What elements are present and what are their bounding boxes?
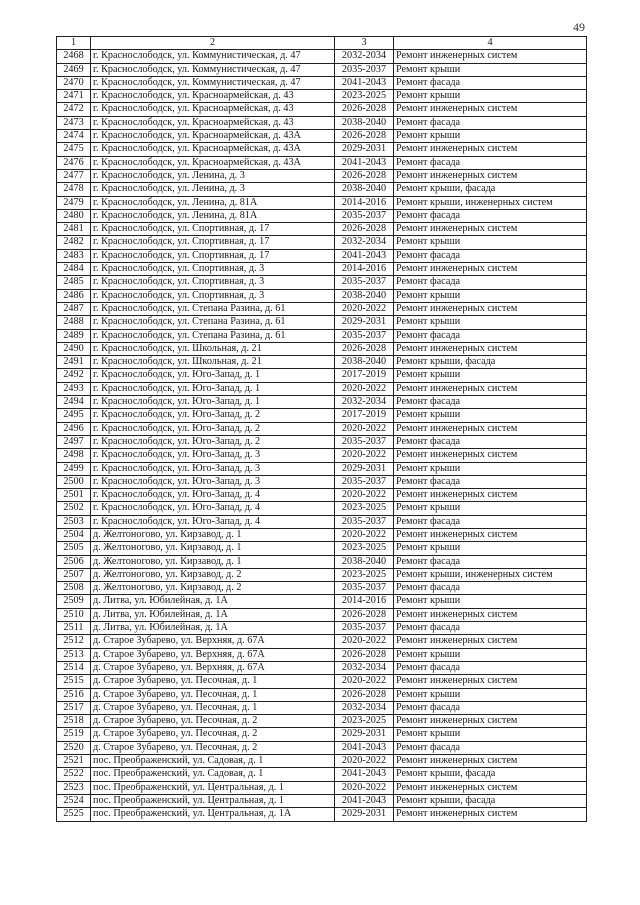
table-row — [57, 76, 587, 89]
row-number-cell: 2499 — [57, 462, 91, 475]
table-row — [57, 701, 587, 714]
period-cell: 2038-2040 — [335, 116, 394, 129]
address-cell: г. Краснослободск, ул. Спортивная, д. 3 — [91, 276, 335, 289]
period-cell: 2032-2034 — [335, 701, 394, 714]
period-cell: 2026-2028 — [335, 103, 394, 116]
row-number-cell: 2524 — [57, 794, 91, 807]
period-cell: 2020-2022 — [335, 675, 394, 688]
row-number-cell: 2475 — [57, 143, 91, 156]
period-cell: 2035-2037 — [335, 435, 394, 448]
table-row — [57, 794, 587, 807]
period-cell: 2035-2037 — [335, 276, 394, 289]
row-number-cell: 2470 — [57, 76, 91, 89]
table-row — [57, 648, 587, 661]
row-number-cell: 2474 — [57, 130, 91, 143]
address-cell: г. Краснослободск, ул. Спортивная, д. 3 — [91, 289, 335, 302]
address-cell: г. Краснослободск, ул. Юго-Запад, д. 2 — [91, 422, 335, 435]
address-cell: г. Краснослободск, ул. Красноармейская, д. 43 — [91, 116, 335, 129]
row-number-cell: 2481 — [57, 223, 91, 236]
work-type-cell: Ремонт фасада — [394, 661, 587, 674]
row-number-cell: 2468 — [57, 50, 91, 63]
address-cell: г. Краснослободск, ул. Школьная, д. 21 — [91, 356, 335, 369]
period-cell: 2020-2022 — [335, 781, 394, 794]
period-cell: 2032-2034 — [335, 236, 394, 249]
table-row — [57, 661, 587, 674]
address-cell: д. Желтоногово, ул. Кирзавод, д. 1 — [91, 555, 335, 568]
address-cell: г. Краснослободск, ул. Юго-Запад, д. 3 — [91, 462, 335, 475]
work-type-cell: Ремонт фасада — [394, 116, 587, 129]
period-cell: 2020-2022 — [335, 422, 394, 435]
row-number-cell: 2488 — [57, 316, 91, 329]
table-row — [57, 462, 587, 475]
period-cell: 2041-2043 — [335, 741, 394, 754]
work-type-cell: Ремонт фасада — [394, 249, 587, 262]
address-cell: д. Желтоногово, ул. Кирзавод, д. 2 — [91, 582, 335, 595]
page-number: 49 — [573, 20, 585, 34]
row-number-cell: 2473 — [57, 116, 91, 129]
work-type-cell: Ремонт крыши — [394, 130, 587, 143]
work-type-cell: Ремонт инженерных систем — [394, 302, 587, 315]
work-type-cell: Ремонт фасада — [394, 276, 587, 289]
row-number-cell: 2510 — [57, 608, 91, 621]
table-row — [57, 116, 587, 129]
address-cell: г. Краснослободск, ул. Степана Разина, д. 61 — [91, 316, 335, 329]
address-cell: д. Старое Зубарево, ул. Песочная, д. 1 — [91, 688, 335, 701]
period-cell: 2038-2040 — [335, 555, 394, 568]
row-number-cell: 2520 — [57, 741, 91, 754]
address-cell: д. Старое Зубарево, ул. Песочная, д. 2 — [91, 741, 335, 754]
table-row — [57, 781, 587, 794]
work-type-cell: Ремонт крыши — [394, 90, 587, 103]
period-cell: 2032-2034 — [335, 396, 394, 409]
work-type-cell: Ремонт фасада — [394, 76, 587, 89]
address-cell: г. Краснослободск, ул. Юго-Запад, д. 3 — [91, 449, 335, 462]
period-cell: 2020-2022 — [335, 635, 394, 648]
table-row — [57, 396, 587, 409]
period-cell: 2041-2043 — [335, 76, 394, 89]
work-type-cell: Ремонт крыши — [394, 595, 587, 608]
row-number-cell: 2509 — [57, 595, 91, 608]
period-cell: 2038-2040 — [335, 289, 394, 302]
row-number-cell: 2493 — [57, 382, 91, 395]
period-cell: 2014-2016 — [335, 263, 394, 276]
row-number-cell: 2507 — [57, 568, 91, 581]
table-row — [57, 103, 587, 116]
period-cell: 2026-2028 — [335, 169, 394, 182]
table-row — [57, 688, 587, 701]
work-type-cell: Ремонт фасада — [394, 396, 587, 409]
period-cell: 2023-2025 — [335, 568, 394, 581]
work-type-cell: Ремонт фасада — [394, 701, 587, 714]
address-cell: г. Краснослободск, ул. Спортивная, д. 17 — [91, 223, 335, 236]
period-cell: 2035-2037 — [335, 582, 394, 595]
table-row — [57, 715, 587, 728]
address-cell: г. Краснослободск, ул. Спортивная, д. 17 — [91, 236, 335, 249]
table-row — [57, 422, 587, 435]
address-cell: пос. Преображенский, ул. Садовая, д. 1 — [91, 768, 335, 781]
period-cell: 2035-2037 — [335, 622, 394, 635]
period-cell: 2014-2016 — [335, 196, 394, 209]
work-type-cell: Ремонт крыши, фасада — [394, 794, 587, 807]
period-cell: 2023-2025 — [335, 90, 394, 103]
row-number-cell: 2486 — [57, 289, 91, 302]
work-type-cell: Ремонт инженерных систем — [394, 449, 587, 462]
address-cell: д. Старое Зубарево, ул. Песочная, д. 2 — [91, 728, 335, 741]
row-number-cell: 2522 — [57, 768, 91, 781]
work-type-cell: Ремонт инженерных систем — [394, 635, 587, 648]
address-cell: г. Краснослободск, ул. Юго-Запад, д. 3 — [91, 475, 335, 488]
row-number-cell: 2491 — [57, 356, 91, 369]
row-number-cell: 2502 — [57, 502, 91, 515]
address-cell: г. Краснослободск, ул. Юго-Запад, д. 1 — [91, 369, 335, 382]
work-type-cell: Ремонт инженерных систем — [394, 223, 587, 236]
row-number-cell: 2518 — [57, 715, 91, 728]
work-type-cell: Ремонт инженерных систем — [394, 169, 587, 182]
row-number-cell: 2494 — [57, 396, 91, 409]
address-cell: г. Краснослободск, ул. Юго-Запад, д. 4 — [91, 502, 335, 515]
period-cell: 2020-2022 — [335, 302, 394, 315]
address-cell: д. Старое Зубарево, ул. Песочная, д. 2 — [91, 715, 335, 728]
table-row — [57, 502, 587, 515]
table-row — [57, 449, 587, 462]
row-number-cell: 2496 — [57, 422, 91, 435]
table-row — [57, 728, 587, 741]
row-number-cell: 2505 — [57, 542, 91, 555]
work-type-cell: Ремонт фасада — [394, 515, 587, 528]
address-cell: г. Краснослободск, ул. Красноармейская, д. 43А — [91, 143, 335, 156]
table-row — [57, 515, 587, 528]
table-row — [57, 263, 587, 276]
work-type-cell: Ремонт фасада — [394, 741, 587, 754]
column-header-3: 3 — [335, 37, 394, 50]
period-cell: 2038-2040 — [335, 183, 394, 196]
table-row — [57, 741, 587, 754]
work-type-cell: Ремонт инженерных систем — [394, 808, 587, 821]
period-cell: 2020-2022 — [335, 382, 394, 395]
row-number-cell: 2514 — [57, 661, 91, 674]
row-number-cell: 2478 — [57, 183, 91, 196]
address-cell: д. Желтоногово, ул. Кирзавод, д. 1 — [91, 528, 335, 541]
period-cell: 2035-2037 — [335, 209, 394, 222]
table-row — [57, 608, 587, 621]
period-cell: 2014-2016 — [335, 595, 394, 608]
table-row — [57, 143, 587, 156]
repair-schedule-table — [56, 36, 587, 822]
row-number-cell: 2500 — [57, 475, 91, 488]
row-number-cell: 2519 — [57, 728, 91, 741]
address-cell: г. Краснослободск, ул. Спортивная, д. 3 — [91, 263, 335, 276]
table-row — [57, 276, 587, 289]
address-cell: г. Краснослободск, ул. Коммунистическая, д. 47 — [91, 76, 335, 89]
address-cell: пос. Преображенский, ул. Садовая, д. 1 — [91, 755, 335, 768]
table-row — [57, 755, 587, 768]
period-cell: 2017-2019 — [335, 369, 394, 382]
column-header-4: 4 — [394, 37, 587, 50]
work-type-cell: Ремонт инженерных систем — [394, 489, 587, 502]
row-number-cell: 2512 — [57, 635, 91, 648]
work-type-cell: Ремонт фасада — [394, 475, 587, 488]
address-cell: г. Краснослободск, ул. Ленина, д. 81А — [91, 209, 335, 222]
address-cell: г. Краснослободск, ул. Школьная, д. 21 — [91, 342, 335, 355]
table-row — [57, 489, 587, 502]
row-number-cell: 2517 — [57, 701, 91, 714]
table-row — [57, 249, 587, 262]
work-type-cell: Ремонт крыши — [394, 316, 587, 329]
work-type-cell: Ремонт фасада — [394, 582, 587, 595]
work-type-cell: Ремонт инженерных систем — [394, 263, 587, 276]
work-type-cell: Ремонт инженерных систем — [394, 715, 587, 728]
table-row — [57, 675, 587, 688]
period-cell: 2020-2022 — [335, 528, 394, 541]
address-cell: г. Краснослободск, ул. Степана Разина, д. 61 — [91, 329, 335, 342]
row-number-cell: 2525 — [57, 808, 91, 821]
address-cell: г. Краснослободск, ул. Спортивная, д. 17 — [91, 249, 335, 262]
row-number-cell: 2469 — [57, 63, 91, 76]
row-number-cell: 2497 — [57, 435, 91, 448]
row-number-cell: 2498 — [57, 449, 91, 462]
table-row — [57, 369, 587, 382]
table-row — [57, 768, 587, 781]
address-cell: г. Краснослободск, ул. Юго-Запад, д. 2 — [91, 409, 335, 422]
column-header-1: 1 — [57, 37, 91, 50]
period-cell: 2023-2025 — [335, 502, 394, 515]
address-cell: д. Литва, ул. Юбилейная, д. 1А — [91, 608, 335, 621]
work-type-cell: Ремонт крыши — [394, 409, 587, 422]
row-number-cell: 2495 — [57, 409, 91, 422]
row-number-cell: 2492 — [57, 369, 91, 382]
table-row — [57, 582, 587, 595]
work-type-cell: Ремонт крыши, фасада — [394, 768, 587, 781]
work-type-cell: Ремонт фасада — [394, 435, 587, 448]
table-row — [57, 435, 587, 448]
row-number-cell: 2504 — [57, 528, 91, 541]
period-cell: 2017-2019 — [335, 409, 394, 422]
row-number-cell: 2484 — [57, 263, 91, 276]
row-number-cell: 2516 — [57, 688, 91, 701]
work-type-cell: Ремонт фасада — [394, 209, 587, 222]
address-cell: д. Старое Зубарево, ул. Песочная, д. 1 — [91, 675, 335, 688]
period-cell: 2038-2040 — [335, 356, 394, 369]
table-row — [57, 183, 587, 196]
address-cell: г. Краснослободск, ул. Степана Разина, д. 61 — [91, 302, 335, 315]
address-cell: д. Желтоногово, ул. Кирзавод, д. 1 — [91, 542, 335, 555]
table-row — [57, 635, 587, 648]
work-type-cell: Ремонт инженерных систем — [394, 422, 587, 435]
period-cell: 2029-2031 — [335, 143, 394, 156]
period-cell: 2035-2037 — [335, 63, 394, 76]
row-number-cell: 2513 — [57, 648, 91, 661]
address-cell: г. Краснослободск, ул. Юго-Запад, д. 1 — [91, 382, 335, 395]
address-cell: г. Краснослободск, ул. Красноармейская, д. 43 — [91, 90, 335, 103]
table-row — [57, 289, 587, 302]
row-number-cell: 2482 — [57, 236, 91, 249]
row-number-cell: 2503 — [57, 515, 91, 528]
period-cell: 2035-2037 — [335, 475, 394, 488]
work-type-cell: Ремонт инженерных систем — [394, 528, 587, 541]
period-cell: 2041-2043 — [335, 156, 394, 169]
row-number-cell: 2501 — [57, 489, 91, 502]
period-cell: 2032-2034 — [335, 50, 394, 63]
period-cell: 2023-2025 — [335, 715, 394, 728]
work-type-cell: Ремонт инженерных систем — [394, 675, 587, 688]
address-cell: г. Краснослободск, ул. Юго-Запад, д. 1 — [91, 396, 335, 409]
work-type-cell: Ремонт крыши — [394, 369, 587, 382]
work-type-cell: Ремонт инженерных систем — [394, 50, 587, 63]
table-row — [57, 475, 587, 488]
period-cell: 2026-2028 — [335, 688, 394, 701]
row-number-cell: 2506 — [57, 555, 91, 568]
work-type-cell: Ремонт инженерных систем — [394, 143, 587, 156]
period-cell: 2041-2043 — [335, 249, 394, 262]
table-row — [57, 209, 587, 222]
table-row — [57, 90, 587, 103]
table-row — [57, 542, 587, 555]
work-type-cell: Ремонт инженерных систем — [394, 382, 587, 395]
work-type-cell: Ремонт инженерных систем — [394, 755, 587, 768]
table-row — [57, 595, 587, 608]
work-type-cell: Ремонт крыши — [394, 542, 587, 555]
period-cell: 2026-2028 — [335, 648, 394, 661]
table-row — [57, 63, 587, 76]
address-cell: г. Краснослободск, ул. Юго-Запад, д. 4 — [91, 515, 335, 528]
address-cell: д. Старое Зубарево, ул. Песочная, д. 1 — [91, 701, 335, 714]
table-row — [57, 316, 587, 329]
period-cell: 2029-2031 — [335, 728, 394, 741]
work-type-cell: Ремонт фасада — [394, 555, 587, 568]
period-cell: 2029-2031 — [335, 808, 394, 821]
row-number-cell: 2521 — [57, 755, 91, 768]
work-type-cell: Ремонт крыши, инженерных систем — [394, 196, 587, 209]
address-cell: пос. Преображенский, ул. Центральная, д. 1 — [91, 794, 335, 807]
work-type-cell: Ремонт крыши — [394, 648, 587, 661]
row-number-cell: 2523 — [57, 781, 91, 794]
period-cell: 2032-2034 — [335, 661, 394, 674]
row-number-cell: 2508 — [57, 582, 91, 595]
address-cell: г. Краснослободск, ул. Красноармейская, д. 43 — [91, 103, 335, 116]
period-cell: 2041-2043 — [335, 768, 394, 781]
table-row — [57, 302, 587, 315]
address-cell: д. Старое Зубарево, ул. Верхняя, д. 67А — [91, 635, 335, 648]
row-number-cell: 2483 — [57, 249, 91, 262]
table-row — [57, 329, 587, 342]
table-row — [57, 555, 587, 568]
work-type-cell: Ремонт крыши, фасада — [394, 183, 587, 196]
table-row — [57, 528, 587, 541]
table-row — [57, 223, 587, 236]
work-type-cell: Ремонт крыши — [394, 462, 587, 475]
row-number-cell: 2480 — [57, 209, 91, 222]
work-type-cell: Ремонт крыши — [394, 728, 587, 741]
address-cell: г. Краснослободск, ул. Коммунистическая, д. 47 — [91, 50, 335, 63]
period-cell: 2029-2031 — [335, 462, 394, 475]
address-cell: г. Краснослободск, ул. Красноармейская, д. 43А — [91, 130, 335, 143]
work-type-cell: Ремонт инженерных систем — [394, 103, 587, 116]
address-cell: г. Краснослободск, ул. Ленина, д. 3 — [91, 183, 335, 196]
period-cell: 2035-2037 — [335, 515, 394, 528]
address-cell: д. Старое Зубарево, ул. Верхняя, д. 67А — [91, 648, 335, 661]
work-type-cell: Ремонт фасада — [394, 329, 587, 342]
table-body — [57, 50, 587, 821]
work-type-cell: Ремонт фасада — [394, 156, 587, 169]
row-number-cell: 2472 — [57, 103, 91, 116]
table-row — [57, 382, 587, 395]
table-row — [57, 409, 587, 422]
address-cell: г. Краснослободск, ул. Юго-Запад, д. 4 — [91, 489, 335, 502]
row-number-cell: 2479 — [57, 196, 91, 209]
row-number-cell: 2489 — [57, 329, 91, 342]
row-number-cell: 2490 — [57, 342, 91, 355]
work-type-cell: Ремонт крыши — [394, 289, 587, 302]
period-cell: 2026-2028 — [335, 608, 394, 621]
table-row — [57, 236, 587, 249]
work-type-cell: Ремонт крыши, инженерных систем — [394, 568, 587, 581]
address-cell: пос. Преображенский, ул. Центральная, д. 1А — [91, 808, 335, 821]
row-number-cell: 2476 — [57, 156, 91, 169]
address-cell: д. Литва, ул. Юбилейная, д. 1А — [91, 622, 335, 635]
address-cell: д. Старое Зубарево, ул. Верхняя, д. 67А — [91, 661, 335, 674]
table-row — [57, 808, 587, 821]
address-cell: г. Краснослободск, ул. Ленина, д. 81А — [91, 196, 335, 209]
address-cell: г. Краснослободск, ул. Красноармейская, д. 43А — [91, 156, 335, 169]
address-cell: г. Краснослободск, ул. Коммунистическая, д. 47 — [91, 63, 335, 76]
period-cell: 2020-2022 — [335, 449, 394, 462]
row-number-cell: 2511 — [57, 622, 91, 635]
table-row — [57, 156, 587, 169]
period-cell: 2035-2037 — [335, 329, 394, 342]
table-row — [57, 356, 587, 369]
work-type-cell: Ремонт крыши — [394, 502, 587, 515]
address-cell: г. Краснослободск, ул. Ленина, д. 3 — [91, 169, 335, 182]
period-cell: 2020-2022 — [335, 755, 394, 768]
period-cell: 2026-2028 — [335, 130, 394, 143]
row-number-cell: 2471 — [57, 90, 91, 103]
table-row — [57, 169, 587, 182]
address-cell: пос. Преображенский, ул. Центральная, д. 1 — [91, 781, 335, 794]
header-row — [57, 37, 587, 50]
work-type-cell: Ремонт инженерных систем — [394, 342, 587, 355]
row-number-cell: 2515 — [57, 675, 91, 688]
work-type-cell: Ремонт фасада — [394, 622, 587, 635]
period-cell: 2020-2022 — [335, 489, 394, 502]
work-type-cell: Ремонт крыши, фасада — [394, 356, 587, 369]
period-cell: 2023-2025 — [335, 542, 394, 555]
work-type-cell: Ремонт крыши — [394, 688, 587, 701]
address-cell: г. Краснослободск, ул. Юго-Запад, д. 2 — [91, 435, 335, 448]
table-row — [57, 622, 587, 635]
work-type-cell: Ремонт инженерных систем — [394, 608, 587, 621]
table-row — [57, 50, 587, 63]
row-number-cell: 2485 — [57, 276, 91, 289]
table-row — [57, 130, 587, 143]
period-cell: 2029-2031 — [335, 316, 394, 329]
row-number-cell: 2487 — [57, 302, 91, 315]
column-header-2: 2 — [91, 37, 335, 50]
address-cell: д. Желтоногово, ул. Кирзавод, д. 2 — [91, 568, 335, 581]
period-cell: 2026-2028 — [335, 342, 394, 355]
work-type-cell: Ремонт инженерных систем — [394, 781, 587, 794]
table-row — [57, 196, 587, 209]
period-cell: 2041-2043 — [335, 794, 394, 807]
row-number-cell: 2477 — [57, 169, 91, 182]
table-row — [57, 342, 587, 355]
address-cell: д. Литва, ул. Юбилейная, д. 1А — [91, 595, 335, 608]
work-type-cell: Ремонт крыши — [394, 63, 587, 76]
work-type-cell: Ремонт крыши — [394, 236, 587, 249]
table-row — [57, 568, 587, 581]
period-cell: 2026-2028 — [335, 223, 394, 236]
